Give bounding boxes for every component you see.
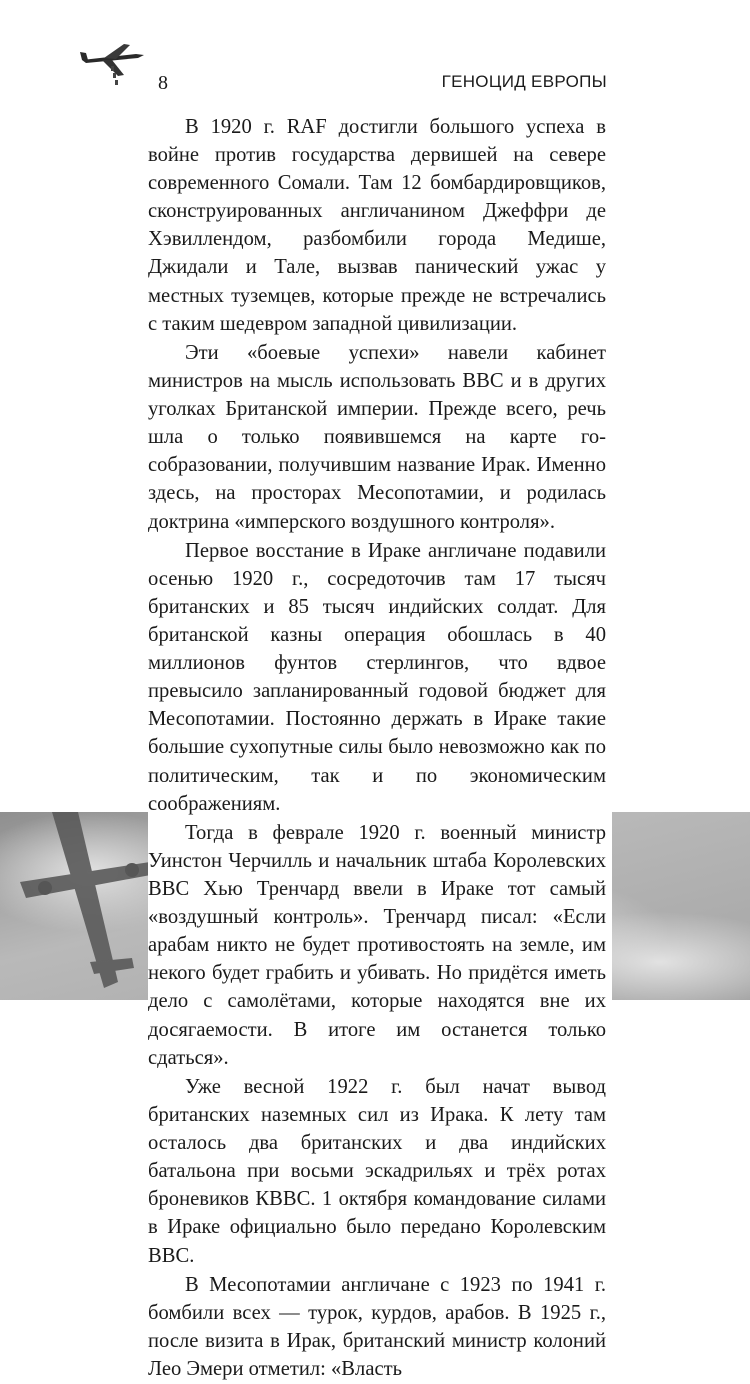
paragraph: Уже весной 1922 г. был начат вывод британских наземных сил из Ирака. К лету там осталось два британских и два индийских батальона при восьми эскадрильях и трёх ротах броневиков КВВС. 1 октября командование силами в Ираке официально было передано Королевским ВВС. [148,1075,606,1267]
paragraph: Первое восстание в Ираке англичане подавили осенью 1920 г., сосредоточив там 17 тысяч британских и 85 тысяч индийских солдат. Для британской казны операция обошлась в 40 миллионов фунтов стерлингов, что вдвое превысило запланированный годовой бюджет для Месопотамии. Постоянно держать в Ираке такие большие сухопутные силы было невозможно как по политическим, так и по экономическим соображениям. [148,539,606,815]
body-text [148,113,612,1384]
paragraph: В Месопотамии англичане с 1923 по 1941 г. бомбили всех — турок, курдов, арабов. В 1925 г., после визита в Ирак, британский министр колоний Лео Эмери отметил: «Власть [148,1273,606,1381]
paragraph: Тогда в феврале 1920 г. военный министр Уинстон Черчилль и начальник штаба Королевских ВВС Хью Тренчард ввели в Ираке тот самый «воздушный контроль». Тренчард писал: «Если арабам никто не будет противостоять на земле, им некого будет грабить и убивать. Но придётся иметь дело с самолётами, которые находятся вне их досягаемости. В итоге им останется только сдаться». [148,821,606,1069]
paragraph: В 1920 г. RAF достигли большого успеха в войне против государства дервишей на севере современного Сомали. Там 12 бомбардировщиков, сконструированных англичанином Джеффри де Хэвиллендом, разбомбили города Медише, Джидали и Тале, вызвав панический ужас у местных туземцев, которые прежде не встречались с таким шедевром западной цивилизации. [148,116,606,335]
page-number: 8 [158,72,169,94]
running-title: ГЕНОЦИД ЕВРОПЫ [441,72,607,91]
bomber-plane-icon [78,40,150,86]
paragraph: Эти «боевые успехи» навели кабинет министров на мысль использовать ВВС и в других уголках Британской империи. Прежде всего, речь шла о только появившемся на карте гособразовании, получившим название Ирак. Именно здесь, на просторах Месопотамии, и родилась доктрина «имперского воздушного контроля». [148,341,606,533]
